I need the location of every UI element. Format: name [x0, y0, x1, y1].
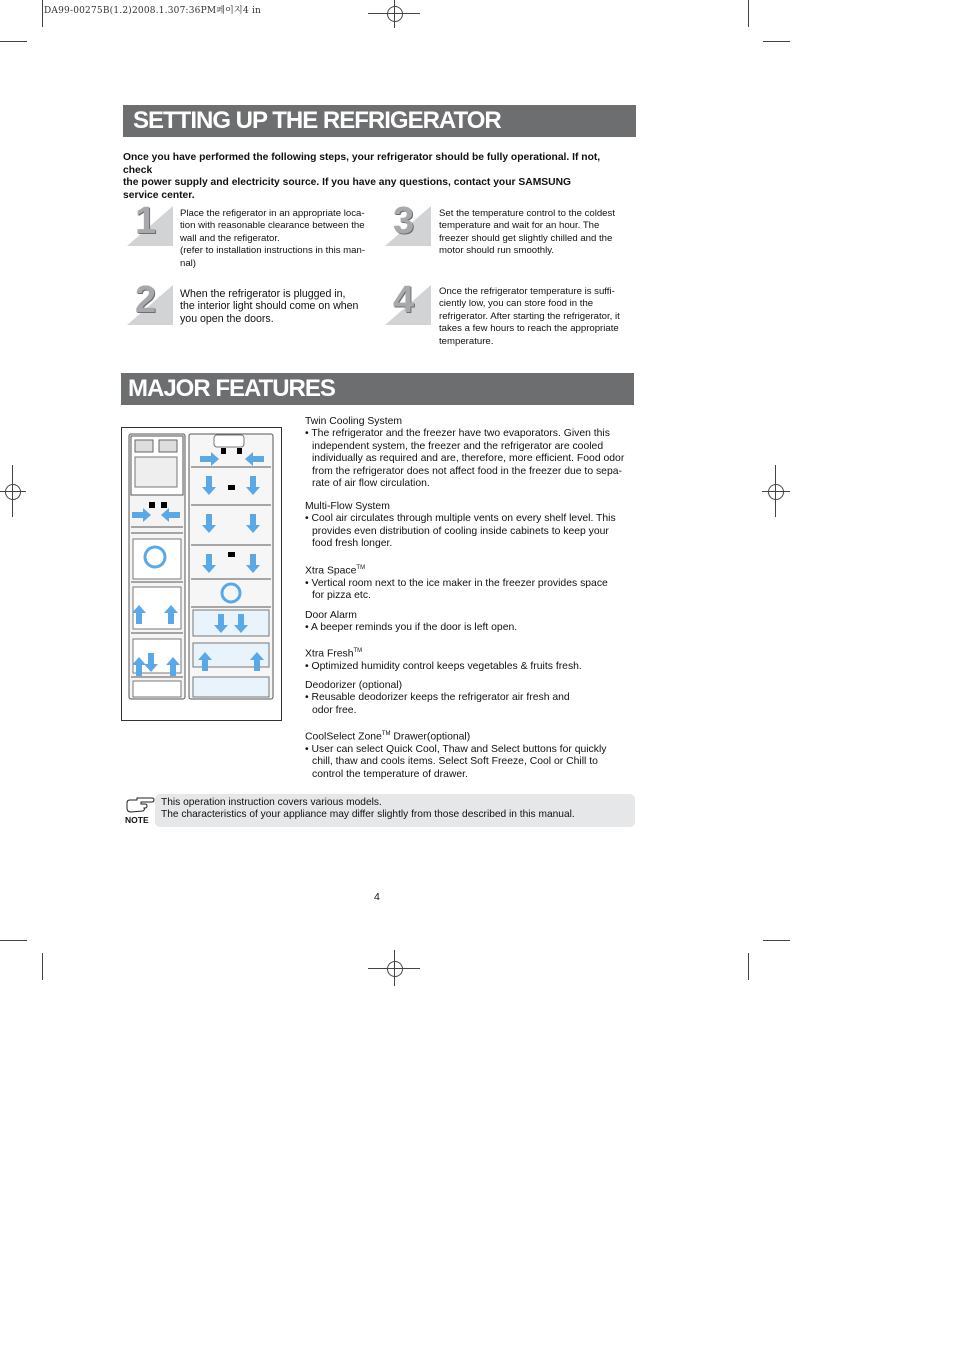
pointing-hand-icon	[125, 797, 155, 815]
step-number-badge	[127, 200, 173, 246]
step-text: Place the refigerator in an appropriate loca- tion with reasonable clearance between the wall and the refigerator. (refer to installation instructions in this man- nal)	[180, 208, 366, 269]
feature-xtra-fresh: Xtra Fresh™ • Optimized humidity control keeps vegetables & fruits fresh.	[305, 645, 637, 673]
print-header-stamp: DA99-00275B(1.2)2008.1.307:36PM페이지4 in	[44, 6, 262, 16]
note-text: This operation instruction covers various models. The characteristics of your appliance may differ slightly from those described in this manual.	[161, 797, 575, 821]
feature-title: Xtra Space™	[305, 565, 366, 577]
step-number-badge	[127, 279, 173, 325]
step-text: When the refrigerator is plugged in, the interior light should come on when you open the doors.	[180, 288, 359, 325]
feature-multi-flow: Multi-Flow System • Cool air circulates through multiple vents on every shelf level. This provides even distribution of cooling inside cabinets to keep your food fresh longer.	[305, 501, 637, 551]
feature-title: CoolSelect Zone™ Drawer(optional)	[305, 731, 471, 743]
step-number: 1	[135, 200, 155, 242]
feature-title: Multi-Flow System	[305, 501, 390, 512]
feature-door-alarm: Door Alarm • A beeper reminds you if the door is left open.	[305, 610, 637, 635]
step-number: 2	[135, 279, 155, 321]
feature-coolselect-zone: CoolSelect Zone™ Drawer(optional) • User can select Quick Cool, Thaw and Select buttons for quickly chill, thaw and cools items. Select Soft Freeze, Cool or Chill to control the temperature of drawer.	[305, 728, 637, 781]
refrigerator-airflow-illustration	[121, 427, 282, 721]
step-number-badge	[385, 279, 431, 325]
feature-twin-cooling: Twin Cooling System • The refrigerator and the freezer have two evaporators. Given this independent system, the freezer and the refrigerator are cooled individually as required and are, therefore, more efficient. Food odor from the refrigerator does not affect food in the freezer due to sepa- rate of air flow circulation.	[305, 416, 637, 490]
features-section-banner	[121, 373, 634, 405]
feature-title: Xtra Fresh™	[305, 648, 363, 660]
setup-intro: Once you have performed the following steps, your refrigerator should be fully operational. If not, check the power supply and electricity source. If you have any questions, contact your SAMSUNG service center.	[123, 152, 601, 201]
note-label: NOTE	[125, 815, 149, 825]
setup-section-title: SETTING UP THE REFRIGERATOR	[133, 107, 501, 134]
setup-section-banner	[123, 105, 636, 137]
feature-deodorizer: Deodorizer (optional) • Reusable deodorizer keeps the refrigerator air fresh and odor free.	[305, 680, 637, 717]
page-number: 4	[374, 891, 380, 903]
feature-title: Deodorizer (optional)	[305, 680, 403, 691]
step-number: 3	[393, 200, 413, 242]
feature-title: Door Alarm	[305, 610, 357, 621]
features-section-title: MAJOR FEATURES	[128, 375, 335, 402]
step-text: Set the temperature control to the coldest temperature and wait for an hour. The freezer should get slightly chilled and the motor should run smoothly.	[439, 208, 615, 257]
step-number: 4	[393, 279, 413, 321]
step-text: Once the refrigerator temperature is suffi- ciently low, you can store food in the refrigerator. After starting the refrigerator, it takes a few hours to reach the appropriate temperature.	[439, 286, 620, 347]
step-number-badge	[385, 200, 431, 246]
feature-title: Twin Cooling System	[305, 416, 403, 427]
feature-xtra-space: Xtra Space™ • Vertical room next to the ice maker in the freezer provides space for pizza etc.	[305, 562, 637, 603]
